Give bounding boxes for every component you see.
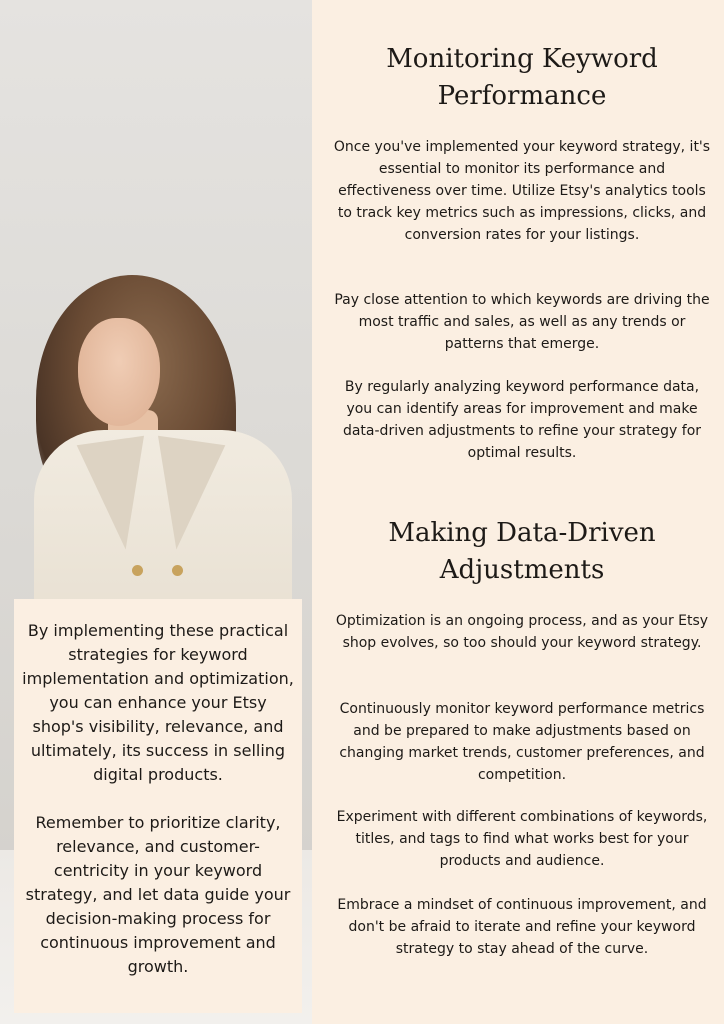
monitoring-paragraph-2: Pay close attention to which keywords are driving the most traffic and sales, as well as any trends or patterns that emerge. [334,292,710,352]
adjustments-paragraph-4: Embrace a mindset of continuous improvement, and don't be afraid to iterate and refine your keyword strategy to stay ahead of the curve. [337,897,707,957]
adjustments-paragraph-2: Continuously monitor keyword performance metrics and be prepared to make adjustments based on changing market trends, customer preferences, and competition. [339,701,705,783]
section-title-adjustments: Making Data-Driven Adjustments [388,518,656,585]
adjustments-paragraph-1: Optimization is an ongoing process, and as your Etsy shop evolves, so too should your keyword strategy. [335,613,709,651]
adjustments-paragraph-3: Experiment with different combinations of keywords, titles, and tags to find what works best for your products and audience. [336,809,708,869]
summary-paragraph-1: By implementing these practical strategies for keyword implementation and optimization, you can enhance your Etsy shop's visibility, relevance, and ultimately, its success in selling digital products. [22,621,294,784]
photo-button-right [172,565,183,576]
summary-note-box [14,599,302,1013]
content-column [332,0,712,1024]
monitoring-paragraph-3: By regularly analyzing keyword performance data, you can identify areas for improvement and make data-driven adjustments to refine your strategy for optimal results. [342,379,702,461]
section-title-monitoring: Monitoring Keyword Performance [386,44,658,111]
monitoring-paragraph-1: Once you've implemented your keyword strategy, it's essential to monitor its performance and effectiveness over time. Utilize Etsy's analytics tools to track key metrics such as impressions, clicks, and conversion rates for your listings. [333,139,711,243]
photo-face [78,318,160,426]
photo-button-left [132,565,143,576]
summary-paragraph-2: Remember to prioritize clarity, relevance, and customer-centricity in your keyword strategy, and let data guide your decision-making process for continuous improvement and growth. [25,813,291,976]
